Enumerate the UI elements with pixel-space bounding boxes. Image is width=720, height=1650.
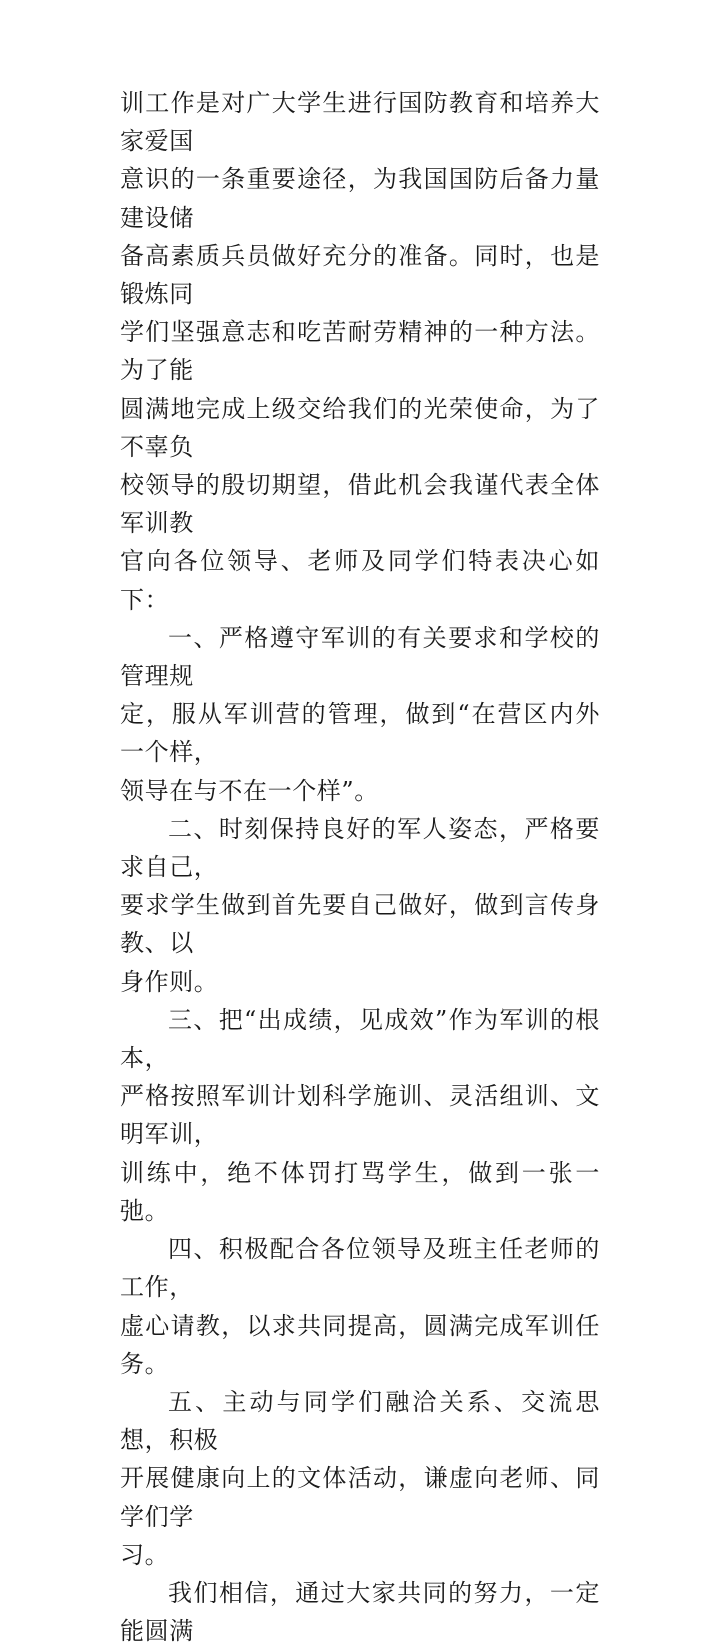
paragraph-closing	[120, 1574, 600, 1650]
text-line: 领导在与不在一个样”。	[120, 776, 379, 805]
paragraph-item-3	[120, 1001, 600, 1230]
text-line: 四、积极配合各位领导及班主任老师的工作，	[120, 1235, 600, 1302]
text-line: 官向各位领导、老师及同学们特表决心如下：	[120, 547, 600, 614]
text-line: 定，服从军训营的管理，做到“在营区内外一个样，	[120, 700, 600, 767]
text-line: 我们相信，通过大家共同的努力，一定能圆满	[120, 1578, 600, 1646]
text-line: 训练中，绝不体罚打骂学生，做到一张一弛。	[120, 1158, 600, 1225]
text-line: 二、时刻保持良好的军人姿态，严格要求自己，	[120, 814, 600, 882]
text-line: 虚心请教，以求共同提高，圆满完成军训任务。	[120, 1311, 600, 1378]
text-line: 习。	[120, 1540, 170, 1569]
text-line: 严格按照军训计划科学施训、灵活组训、文明军训，	[120, 1082, 600, 1149]
text-line: 身作则。	[120, 967, 219, 996]
text-line: 开展健康向上的文体活动，谦虚向老师、同学们学	[120, 1464, 600, 1531]
text-line: 意识的一条重要途径，为我国国防后备力量建设储	[120, 165, 600, 232]
text-line: 五、主动与同学们融洽关系、交流思想，积极	[120, 1387, 600, 1455]
text-line: 学们坚强意志和吃苦耐劳精神的一种方法。为了能	[120, 318, 600, 385]
text-line: 校领导的殷切期望，借此机会我谨代表全体军训教	[120, 471, 600, 538]
paragraph-item-1	[120, 619, 600, 810]
document-body	[120, 84, 600, 1650]
text-line: 三、把“出成绩，见成效”作为军训的根本，	[120, 1005, 600, 1073]
paragraph-item-5	[120, 1383, 600, 1574]
text-line: 要求学生做到首先要自己做好，做到言传身教、以	[120, 891, 600, 958]
text-line: 圆满地完成上级交给我们的光荣使命，为了不辜负	[120, 394, 600, 461]
text-line: 一、严格遵守军训的有关要求和学校的管理规	[120, 623, 600, 691]
paragraph-intro	[120, 84, 600, 619]
text-line: 训工作是对广大学生进行国防教育和培养大家爱国	[120, 89, 600, 156]
paragraph-item-2	[120, 810, 600, 1001]
text-line: 备高素质兵员做好充分的准备。同时，也是锻炼同	[120, 241, 600, 309]
paragraph-item-4	[120, 1230, 600, 1383]
